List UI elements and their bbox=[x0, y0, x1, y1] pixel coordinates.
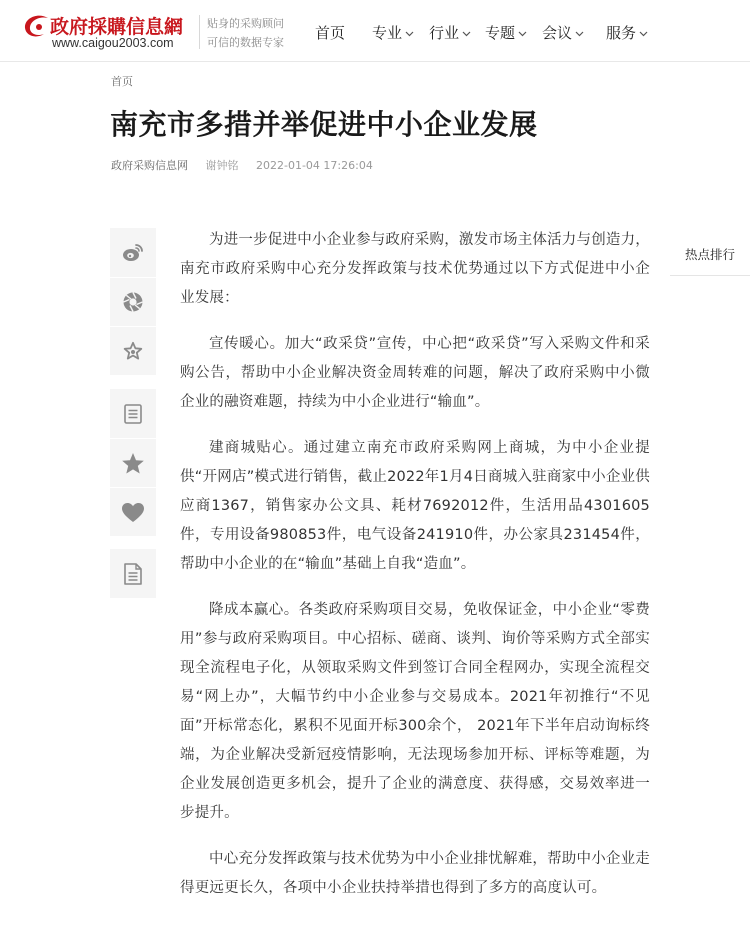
logo-swoosh-icon bbox=[22, 14, 52, 40]
nav-topics[interactable] bbox=[485, 22, 527, 43]
document-button[interactable] bbox=[110, 549, 156, 598]
chevron-down-icon bbox=[405, 31, 414, 37]
chevron-down-icon bbox=[575, 31, 584, 37]
article-body bbox=[180, 226, 650, 920]
article-author: 谢钟铭 bbox=[205, 159, 239, 172]
breadcrumb[interactable] bbox=[111, 73, 133, 89]
nav-services-label: 服务 bbox=[606, 24, 637, 42]
star-icon bbox=[121, 452, 145, 475]
slogan-line-1: 贴身的采购顾问 bbox=[207, 17, 284, 30]
weibo-icon bbox=[122, 243, 144, 263]
nav-topics-label: 专题 bbox=[485, 24, 516, 42]
logo-url: www.caigou2003.com bbox=[52, 36, 174, 50]
site-header bbox=[0, 0, 750, 62]
moments-icon bbox=[122, 291, 144, 313]
article-list-button[interactable] bbox=[110, 389, 156, 438]
share-favorite-button[interactable] bbox=[110, 326, 156, 375]
page-title: 南充市多措并举促进中小企业发展 bbox=[110, 108, 538, 141]
document-icon bbox=[123, 562, 143, 586]
article-paragraph: 为进一步促进中小企业参与政府采购，激发市场主体活力与创造力，南充市政府采购中心充分发挥政策与技术优势通过以下方式促进中小企业发展： bbox=[180, 232, 650, 306]
nav-home-label: 首页 bbox=[315, 24, 346, 42]
chevron-down-icon bbox=[518, 31, 527, 37]
action-group bbox=[110, 389, 156, 536]
nav-meetings-label: 会议 bbox=[542, 24, 573, 42]
chevron-down-icon bbox=[462, 31, 471, 37]
share-group bbox=[110, 228, 156, 375]
share-moments-button[interactable] bbox=[110, 277, 156, 326]
like-button[interactable] bbox=[110, 487, 156, 536]
nav-meetings[interactable] bbox=[542, 22, 584, 43]
share-weibo-button[interactable] bbox=[110, 228, 156, 277]
header-slogan bbox=[207, 14, 284, 52]
logo-name: 政府採購信息網 bbox=[50, 16, 184, 38]
breadcrumb-home[interactable]: 首页 bbox=[111, 75, 133, 88]
collect-button[interactable] bbox=[110, 438, 156, 487]
favorite-star-icon bbox=[123, 341, 143, 361]
nav-industry[interactable] bbox=[429, 22, 471, 43]
nav-professional[interactable] bbox=[372, 22, 414, 43]
article-paragraph: 建商城贴心。通过建立南充市政府采购网上商城，为中小企业提供“开网店”模式进行销售，截止2022年1月4日商城入驻商家中小企业供应商1367，销售家办公文具、耗材7692012件，生活用品4301605件，专用设备980853件，电气设备241910件，办公家具231454件，帮助中小企业的在“输血”基础上自我“造血”。 bbox=[180, 440, 650, 572]
article-paragraph: 中心充分发挥政策与技术优势为中小企业排忧解难，帮助中小企业走得更远更长久，各项中小企业扶持举措也得到了多方的高度认可。 bbox=[180, 851, 650, 896]
nav-professional-label: 专业 bbox=[372, 24, 403, 42]
chevron-down-icon bbox=[639, 31, 648, 37]
article-source[interactable]: 政府采购信息网 bbox=[111, 159, 188, 172]
hot-ranking-panel bbox=[670, 228, 750, 276]
article-list-icon bbox=[123, 403, 143, 425]
article-paragraph: 宣传暖心。加大“政采贷”宣传，中心把“政采贷”写入采购文件和采购公告，帮助中小企业解决资金周转难的问题，解决了政府采购中小微企业的融资难题，持续为中小企业进行“输血”。 bbox=[180, 336, 650, 410]
site-logo[interactable] bbox=[22, 12, 202, 52]
article-meta bbox=[111, 157, 387, 173]
heart-icon bbox=[121, 502, 145, 523]
article-datetime: 2022-01-04 17:26:04 bbox=[256, 159, 373, 172]
article-paragraph: 降成本赢心。各类政府采购项目交易，免收保证金，中小企业“零费用”参与政府采购项目。中心招标、磋商、谈判、询价等采购方式全部实现全流程电子化，从领取采购文件到签订合同全程网办，实现全流程交易“网上办”，大幅节约中小企业参与交易成本。2021年初推行“不见面”开标常态化，累积不见面开标300余个， 2021年下半年启动询标终端，为企业解决受新冠疫情影响，无法现场参加开标、评标等难题，为企业发展创造更多机会，提升了企业的满意度、获得感，交易效率进一步提升。 bbox=[180, 602, 650, 821]
slogan-line-2: 可信的数据专家 bbox=[207, 36, 284, 49]
document-group bbox=[110, 549, 156, 598]
hot-ranking-title: 热点排行 bbox=[685, 247, 736, 262]
header-divider bbox=[199, 15, 200, 49]
nav-industry-label: 行业 bbox=[429, 24, 460, 42]
nav-home[interactable] bbox=[315, 22, 345, 43]
nav-services[interactable] bbox=[606, 22, 648, 43]
